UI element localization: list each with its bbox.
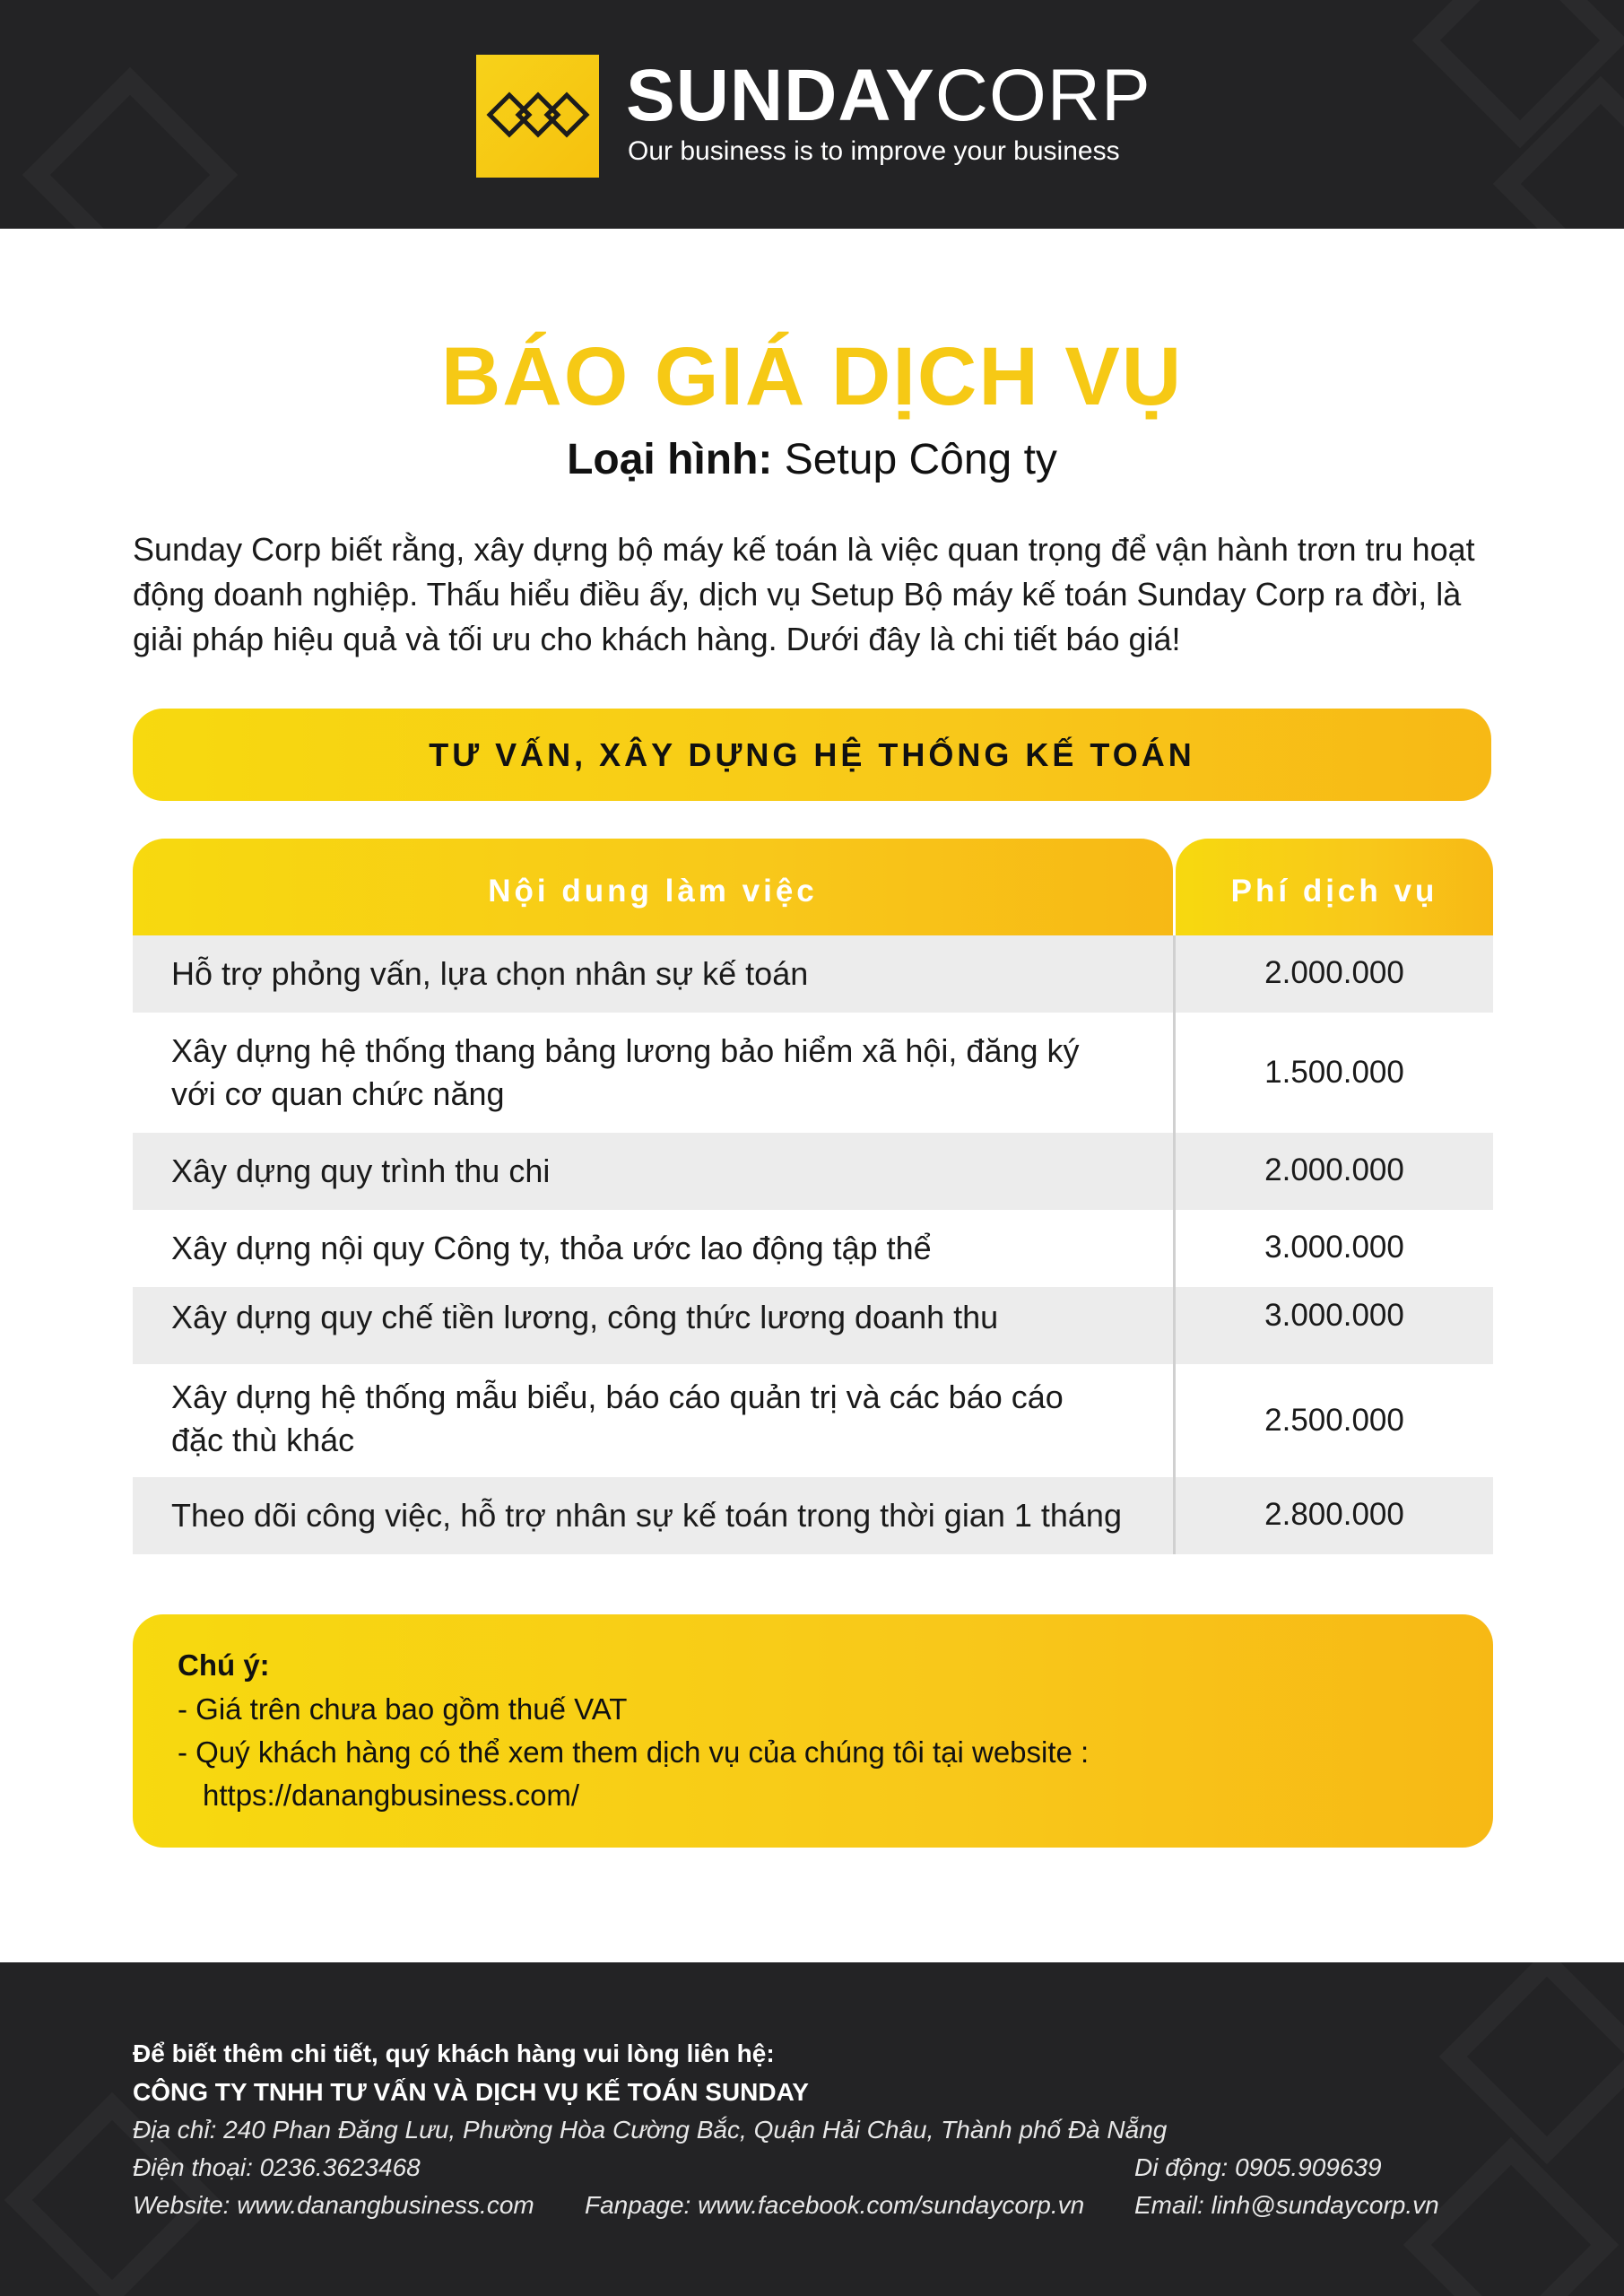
table-header (133, 839, 1493, 935)
brand-name-light: CORP (934, 55, 1151, 136)
row-fee: 3.000.000 (1264, 1298, 1404, 1333)
row-fee: 2.500.000 (1264, 1403, 1404, 1438)
column-divider (1173, 935, 1176, 1013)
column-divider (1173, 1287, 1176, 1364)
company-address: Địa chỉ: 240 Phan Đăng Lưu, Phường Hòa Cường Bắc, Quận Hải Châu, Thành phố Đà Nẵng (133, 2116, 1168, 2144)
contact-intro: Để biết thêm chi tiết, quý khách hàng vui lòng liên hệ: (133, 2039, 775, 2067)
table-row (133, 1013, 1493, 1133)
table-row (133, 1210, 1493, 1287)
row-content: Hỗ trợ phỏng vấn, lựa chọn nhân sự kế toán (171, 955, 809, 992)
website-link[interactable]: Website: www.danangbusiness.com (133, 2191, 534, 2219)
company-name: CÔNG TY TNHH TƯ VẤN VÀ DỊCH VỤ KẾ TOÁN SUNDAY (133, 2078, 809, 2106)
decorative-diamond (1439, 1962, 1624, 2164)
row-content: Xây dựng quy chế tiền lương, công thức lương doanh thu (171, 1299, 999, 1335)
row-content: Xây dựng nội quy Công ty, thỏa ước lao động tập thể (171, 1230, 932, 1266)
column-divider (1173, 1210, 1176, 1287)
column-divider (1173, 1013, 1176, 1133)
brand-tagline: Our business is to improve your business (628, 136, 1120, 166)
note-box (133, 1614, 1493, 1848)
table-row (133, 1287, 1493, 1364)
fanpage-link[interactable]: Fanpage: www.facebook.com/sundaycorp.vn (585, 2191, 1085, 2219)
company-logo (476, 55, 599, 178)
note-website-text: - Quý khách hàng có thể xem them dịch vụ của chúng tôi tại website : (178, 1735, 1090, 1769)
row-content: Theo dõi công việc, hỗ trợ nhân sự kế toán trong thời gian 1 tháng (171, 1497, 1122, 1534)
service-type-label: Loại hình: (567, 436, 773, 483)
table-row (133, 1477, 1493, 1554)
service-type-value: Setup Công ty (772, 436, 1057, 483)
row-fee: 3.000.000 (1264, 1230, 1404, 1265)
phone-number: Điện thoại: 0236.3623468 (133, 2153, 421, 2181)
column-header-content: Nội dung làm việc (133, 839, 1173, 935)
decorative-diamond (22, 67, 238, 229)
row-content: Xây dựng quy trình thu chi (171, 1152, 551, 1189)
column-divider (1173, 1133, 1176, 1210)
note-website-link[interactable]: https://danangbusiness.com/ (203, 1779, 580, 1812)
brand-name-bold: SUNDAY (626, 55, 935, 136)
service-type (0, 433, 1624, 487)
page-footer (0, 1962, 1624, 2296)
note-title: Chú ý: (178, 1648, 270, 1682)
section-title: TƯ VẤN, XÂY DỰNG HỆ THỐNG KẾ TOÁN (133, 709, 1491, 801)
row-fee: 1.500.000 (1264, 1055, 1404, 1090)
row-fee: 2.800.000 (1264, 1497, 1404, 1532)
intro-paragraph: Sunday Corp biết rằng, xây dựng bộ máy kế toán là việc quan trọng để vận hành trơn tru hoạt động doanh nghiệp. Thấu hiểu điều ấy, dịch vụ Setup Bộ máy kế toán Sunday Corp ra đời, là giải pháp hiệu quả và tối ưu cho khách hàng. Dưới đây là chi tiết báo giá! (133, 531, 1475, 657)
table-row (133, 935, 1493, 1013)
note-vat: - Giá trên chưa bao gồm thuế VAT (178, 1692, 628, 1726)
pricing-table (133, 839, 1493, 1554)
page-header (0, 0, 1624, 229)
row-fee: 2.000.000 (1264, 955, 1404, 990)
table-row (133, 1364, 1493, 1477)
page-title: BÁO GIÁ DỊCH VỤ (440, 331, 1184, 422)
brand-name (626, 56, 1151, 136)
table-row (133, 1133, 1493, 1210)
mobile-number: Di động: 0905.909639 (1134, 2153, 1382, 2181)
email-link[interactable]: Email: linh@sundaycorp.vn (1134, 2191, 1439, 2219)
row-content: Xây dựng hệ thống mẫu biểu, báo cáo quản trị và các báo cáo đặc thù khác (171, 1378, 1064, 1458)
linked-diamonds-logo-icon (485, 83, 591, 146)
row-fee: 2.000.000 (1264, 1152, 1404, 1187)
column-header-fee: Phí dịch vụ (1176, 839, 1493, 935)
column-divider (1173, 1477, 1176, 1554)
column-divider (1173, 1364, 1176, 1477)
row-content: Xây dựng hệ thống thang bảng lương bảo hiểm xã hội, đăng ký với cơ quan chức năng (171, 1032, 1080, 1112)
